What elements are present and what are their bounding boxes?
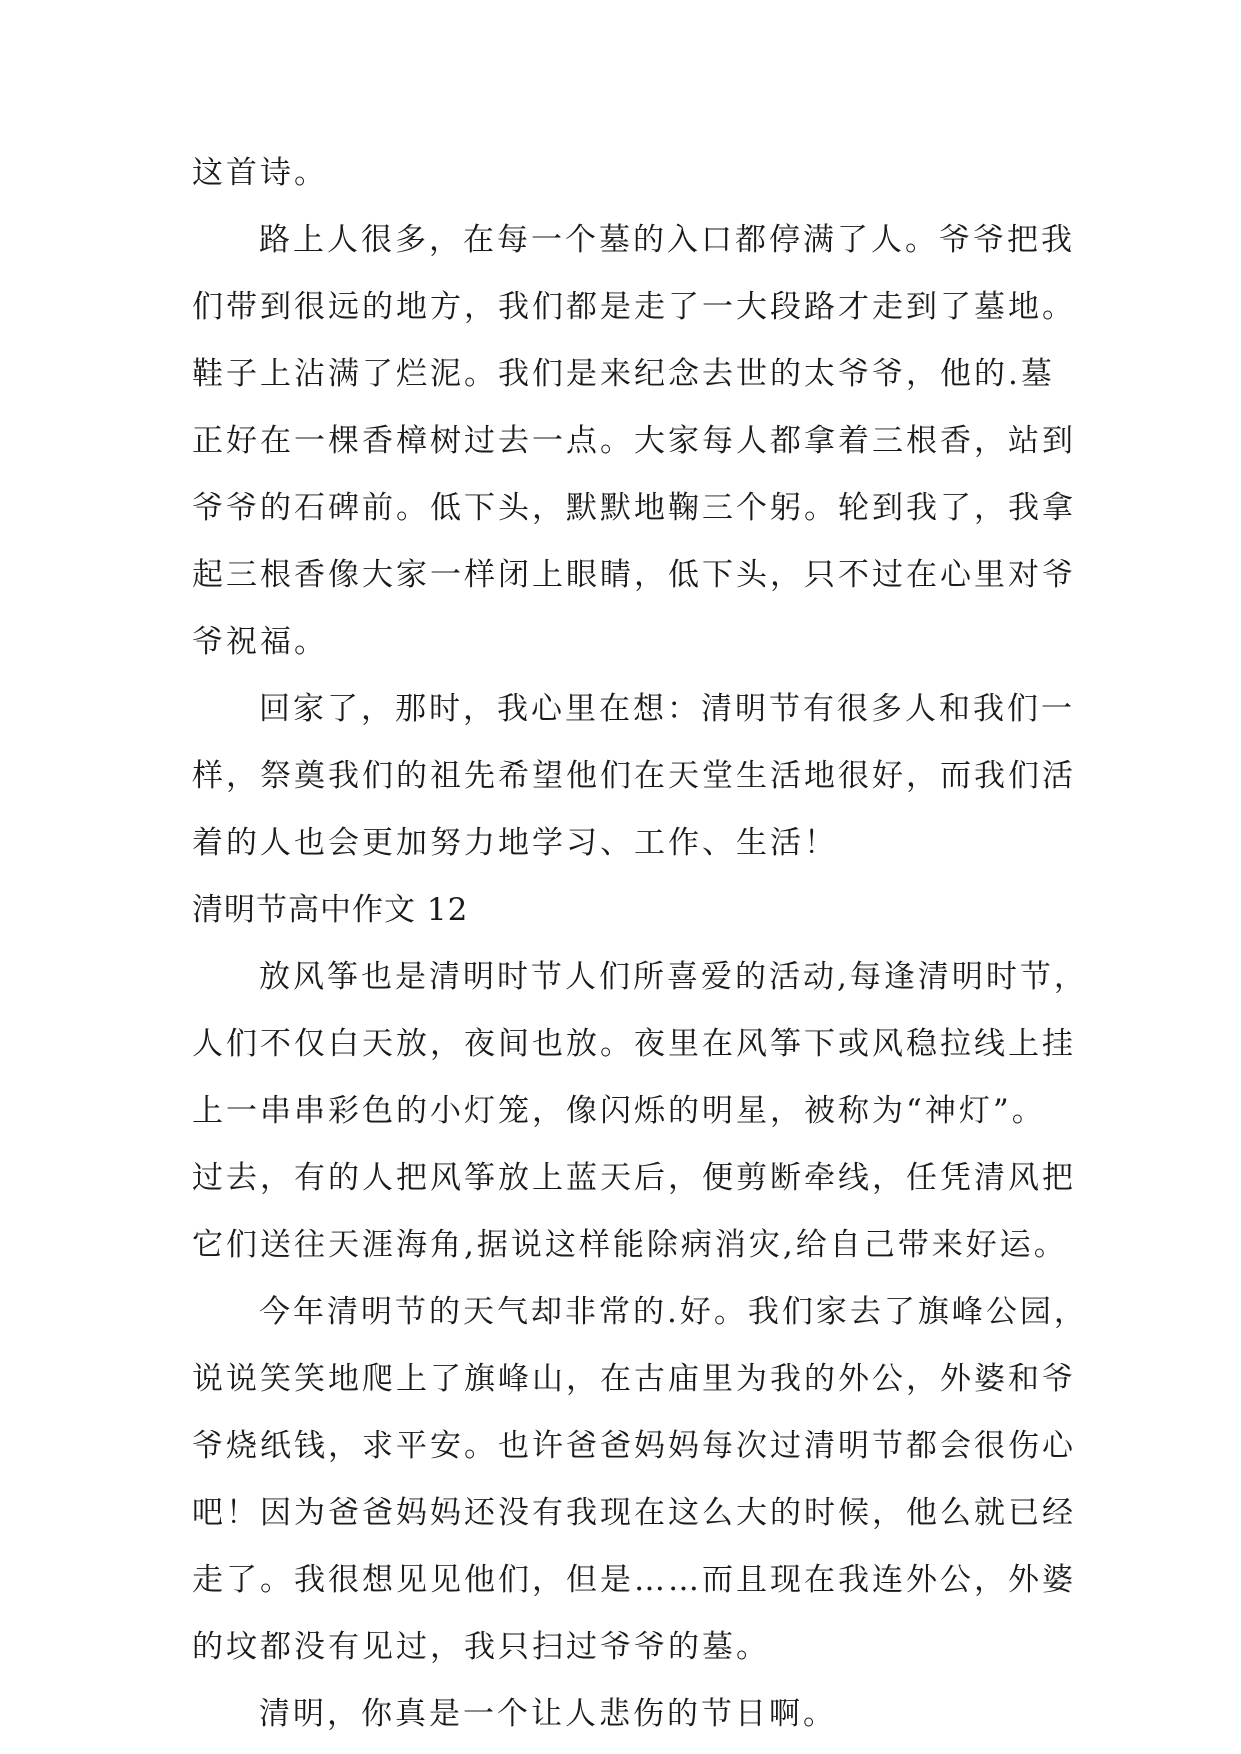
text-line: 说说笑笑地爬上了旗峰山，在古庙里为我的外公，外婆和爷 — [192, 1361, 1076, 1397]
text-line: 起三根香像大家一样闭上眼睛，低下头，只不过在心里对爷 — [192, 557, 1076, 593]
text-line: 正好在一棵香樟树过去一点。大家每人都拿着三根香，站到 — [192, 423, 1076, 459]
paragraph-start: 路上人很多，在每一个墓的入口都停满了人。爷爷把我 — [259, 222, 1075, 258]
document-body — [192, 140, 1088, 1748]
text-line: 这首诗。 — [192, 155, 328, 191]
text-line: 爷祝福。 — [192, 624, 328, 660]
text-line: 走了。我很想见见他们，但是……而且现在我连外公，外婆 — [192, 1562, 1076, 1598]
text-line: 爷爷的石碑前。低下头，默默地鞠三个躬。轮到我了，我拿 — [192, 490, 1076, 526]
text-line: 们带到很远的地方，我们都是走了一大段路才走到了墓地。 — [192, 289, 1076, 325]
text-line: 它们送往天涯海角,据说这样能除病消灾,给自己带来好运。 — [192, 1227, 1068, 1263]
paragraph-start: 回家了，那时，我心里在想：清明节有很多人和我们一 — [259, 691, 1075, 727]
text-line: 鞋子上沾满了烂泥。我们是来纪念去世的太爷爷，他的.墓 — [192, 356, 1055, 392]
text-line: 的坟都没有见过，我只扫过爷爷的墓。 — [192, 1629, 770, 1665]
text-line: 人们不仅白天放，夜间也放。夜里在风筝下或风稳拉线上挂 — [192, 1026, 1076, 1062]
paragraph-start: 清明，你真是一个让人悲伤的节日啊。 — [259, 1696, 837, 1732]
paragraph-start: 放风筝也是清明时节人们所喜爱的活动,每逢清明时节， — [259, 959, 1088, 995]
text-line: 吧！因为爸爸妈妈还没有我现在这么大的时候，他么就已经 — [192, 1495, 1076, 1531]
text-line: 样，祭奠我们的祖先希望他们在天堂生活地很好，而我们活 — [192, 758, 1076, 794]
paragraph-start: 今年清明节的天气却非常的.好。我们家去了旗峰公园， — [259, 1294, 1088, 1330]
text-line: 过去，有的人把风筝放上蓝天后，便剪断牵线，任凭清风把 — [192, 1160, 1076, 1196]
text-line: 上一串串彩色的小灯笼，像闪烁的明星，被称为“神灯”。 — [192, 1093, 1046, 1129]
text-line: 着的人也会更加努力地学习、工作、生活！ — [192, 825, 838, 861]
text-line: 爷烧纸钱，求平安。也许爸爸妈妈每次过清明节都会很伤心 — [192, 1428, 1076, 1464]
section-heading: 清明节高中作文 12 — [192, 892, 469, 928]
